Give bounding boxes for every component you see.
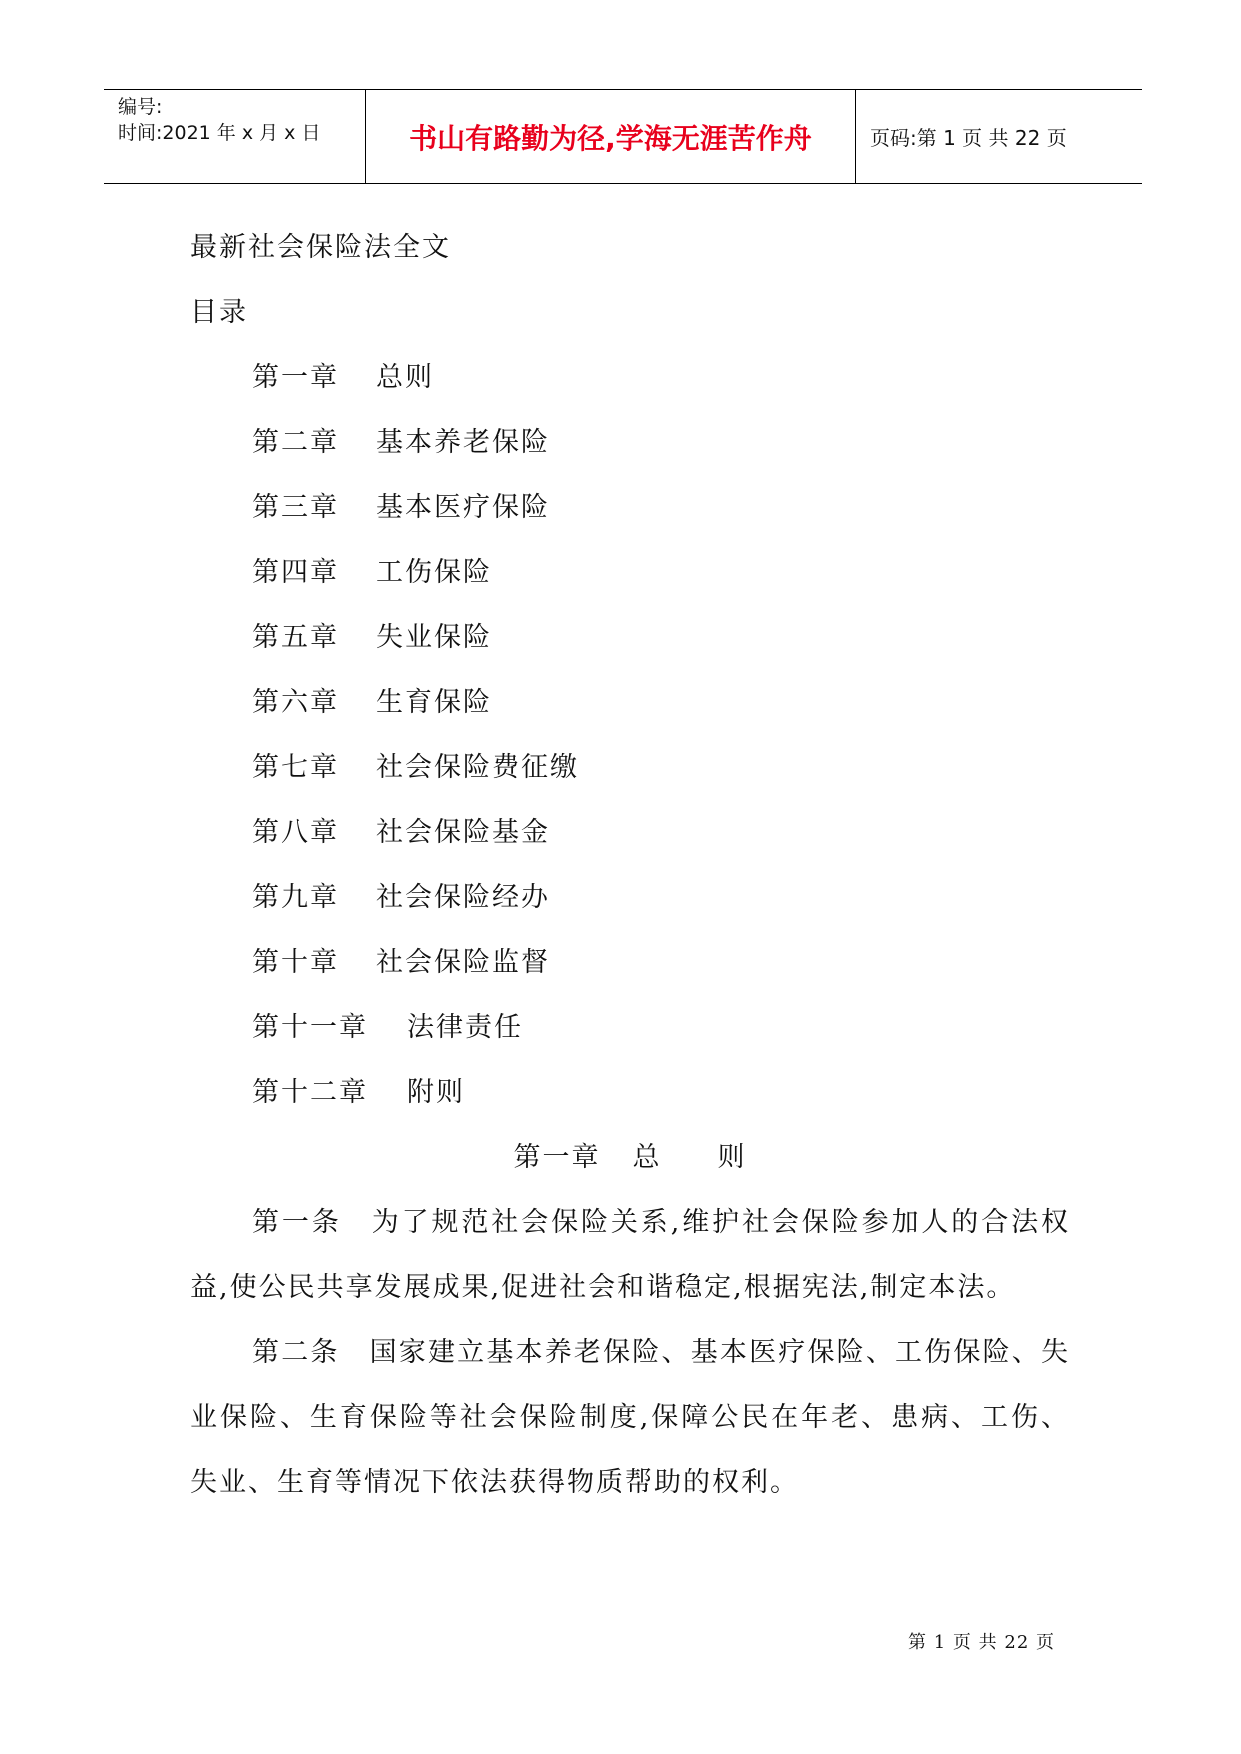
toc-chapter-name: 社会保险费征缴 bbox=[376, 752, 579, 783]
toc-item bbox=[190, 995, 1070, 1060]
toc-chapter-number: 第三章 bbox=[252, 492, 339, 523]
toc-chapter-name: 失业保险 bbox=[376, 622, 492, 653]
toc-item bbox=[190, 345, 1070, 410]
article-text: 为了规范社会保险关系,维护社会保险参加人的合法权益,使公民共享发展成果,促进社会和谐稳定,根据宪法,制定本法。 bbox=[190, 1207, 1070, 1303]
toc-chapter-name: 社会保险基金 bbox=[376, 817, 550, 848]
toc-chapter-number: 第一章 bbox=[252, 362, 339, 393]
toc-item bbox=[190, 540, 1070, 605]
toc-chapter-number: 第九章 bbox=[252, 882, 339, 913]
toc-chapter-name: 基本医疗保险 bbox=[376, 492, 550, 523]
toc-chapter-name: 法律责任 bbox=[407, 1012, 523, 1043]
toc-item bbox=[190, 1060, 1070, 1125]
toc-chapter-number: 第十二章 bbox=[252, 1077, 368, 1108]
toc-chapter-number: 第十章 bbox=[252, 947, 339, 978]
toc-chapter-number: 第六章 bbox=[252, 687, 339, 718]
article-paragraph bbox=[190, 1320, 1070, 1515]
number-label: 编号: bbox=[118, 96, 163, 118]
toc-item bbox=[190, 735, 1070, 800]
toc-chapter-name: 生育保险 bbox=[376, 687, 492, 718]
toc-item bbox=[190, 605, 1070, 670]
toc-item bbox=[190, 410, 1070, 475]
toc-item bbox=[190, 670, 1070, 735]
toc-title: 目录 bbox=[190, 297, 248, 328]
toc-chapter-number: 第十一章 bbox=[252, 1012, 368, 1043]
toc-item bbox=[190, 475, 1070, 540]
header-motto: 书山有路勤为径,学海无涯苦作舟 bbox=[366, 90, 856, 183]
toc-chapter-number: 第四章 bbox=[252, 557, 339, 588]
chapter-heading-part2: 则 bbox=[717, 1142, 747, 1173]
chapter-heading-number: 第一章 bbox=[513, 1142, 601, 1173]
toc-item bbox=[190, 800, 1070, 865]
toc-chapter-name: 工伤保险 bbox=[376, 557, 492, 588]
toc-chapter-name: 社会保险监督 bbox=[376, 947, 550, 978]
chapter-heading bbox=[190, 1125, 1070, 1190]
page-header bbox=[104, 89, 1142, 184]
toc-chapter-name: 附则 bbox=[407, 1077, 465, 1108]
toc-chapter-number: 第八章 bbox=[252, 817, 339, 848]
header-page-info: 页码:第 1 页 共 22 页 bbox=[870, 126, 1067, 150]
toc-chapter-number: 第二章 bbox=[252, 427, 339, 458]
document-body bbox=[190, 215, 1070, 1515]
toc-chapter-name: 基本养老保险 bbox=[376, 427, 550, 458]
article-label: 第二条 bbox=[252, 1337, 340, 1368]
toc-item bbox=[190, 865, 1070, 930]
toc-list bbox=[190, 345, 1070, 1125]
time-label: 时间:2021 年 x 月 x 日 bbox=[118, 122, 321, 144]
doc-title: 最新社会保险法全文 bbox=[190, 232, 451, 263]
toc-item bbox=[190, 930, 1070, 995]
toc-chapter-name: 社会保险经办 bbox=[376, 882, 550, 913]
toc-chapter-number: 第五章 bbox=[252, 622, 339, 653]
article-text: 国家建立基本养老保险、基本医疗保险、工伤保险、失业保险、生育保险等社会保险制度,保障公民在年老、患病、工伤、失业、生育等情况下依法获得物质帮助的权利。 bbox=[190, 1337, 1071, 1498]
chapter-heading-part1: 总 bbox=[632, 1142, 662, 1173]
toc-chapter-number: 第七章 bbox=[252, 752, 339, 783]
article-label: 第一条 bbox=[252, 1207, 342, 1238]
article-paragraph bbox=[190, 1190, 1070, 1320]
page-footer: 第 1 页 共 22 页 bbox=[908, 1632, 1055, 1653]
header-meta bbox=[104, 90, 366, 183]
toc-chapter-name: 总则 bbox=[376, 362, 434, 393]
